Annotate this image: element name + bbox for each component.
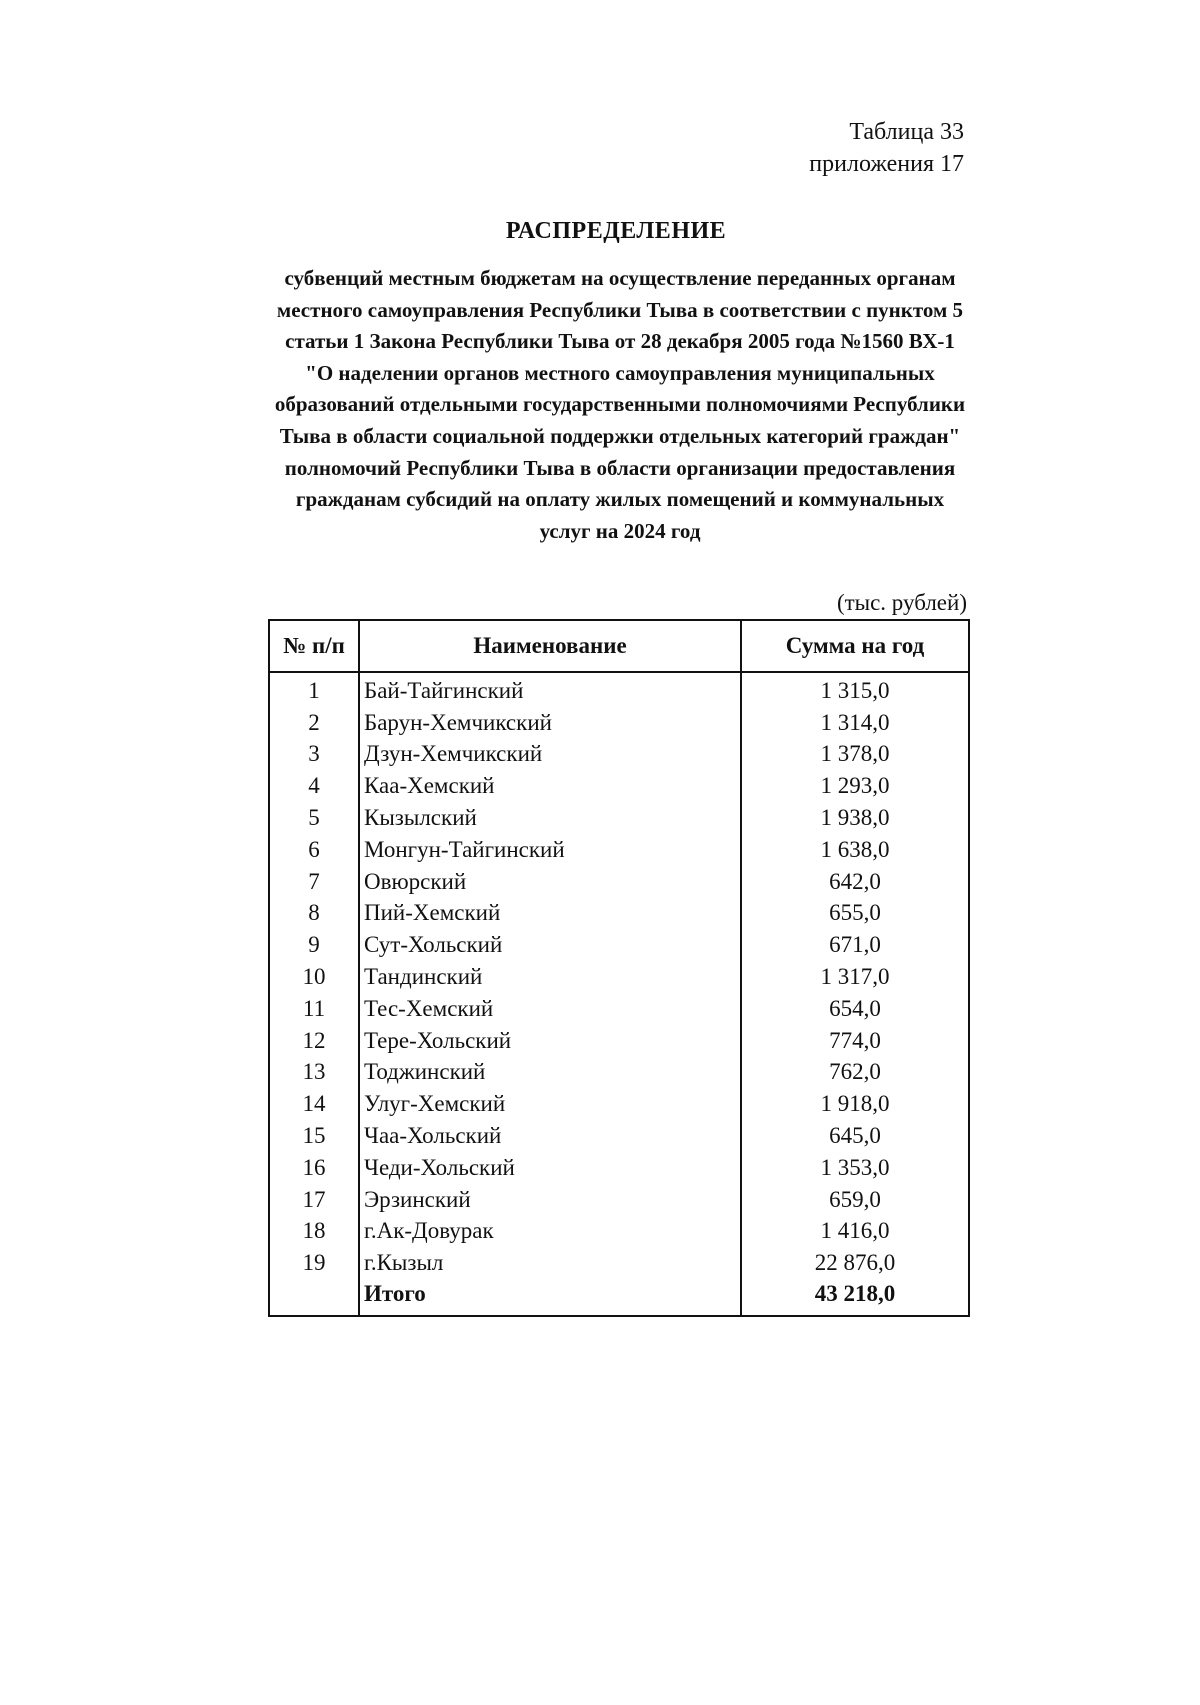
row-sum: 1 353,0	[741, 1152, 969, 1184]
distribution-table	[268, 619, 970, 1317]
row-number: 12	[269, 1025, 359, 1057]
total-label: Итого	[359, 1279, 741, 1316]
row-name: Чаа-Хольский	[359, 1120, 741, 1152]
table-row	[269, 834, 969, 866]
row-name: Пий-Хемский	[359, 898, 741, 930]
table-row	[269, 961, 969, 993]
table-row	[269, 1184, 969, 1216]
table-row	[269, 1088, 969, 1120]
table-body	[269, 672, 969, 1316]
row-name: Эрзинский	[359, 1184, 741, 1216]
row-name: Бай-Тайгинский	[359, 672, 741, 707]
header-name: Наименование	[359, 620, 741, 672]
table-row	[269, 1025, 969, 1057]
header-sum: Сумма на год	[741, 620, 969, 672]
row-name: Тоджинский	[359, 1057, 741, 1089]
row-sum: 22 876,0	[741, 1247, 969, 1279]
row-number: 15	[269, 1120, 359, 1152]
row-name: Сут-Хольский	[359, 929, 741, 961]
row-number: 2	[269, 707, 359, 739]
table-reference	[809, 116, 964, 180]
document-subtitle: субвенций местным бюджетам на осуществление переданных органам местного самоуправления Республики Тыва в соответствии с пунктом 5 статьи 1 Закона Республики Тыва от 28 декабря 2005 года №1560 ВХ-1 "О наделении органов местного самоуправления муниципальных образований отдельными государственными полномочиями Республики Тыва в области социальной поддержки отдельных категорий граждан" полномочий Республики Тыва в области организации предоставления гражданам субсидий на оплату жилых помещений и коммунальных услуг на 2024 год	[274, 266, 966, 543]
row-sum: 1 317,0	[741, 961, 969, 993]
row-name: Дзун-Хемчикский	[359, 739, 741, 771]
table-row	[269, 993, 969, 1025]
row-name: Каа-Хемский	[359, 770, 741, 802]
row-sum: 659,0	[741, 1184, 969, 1216]
row-sum: 642,0	[741, 866, 969, 898]
row-number: 19	[269, 1247, 359, 1279]
table-row	[269, 1247, 969, 1279]
table-row	[269, 1152, 969, 1184]
row-name: Монгун-Тайгинский	[359, 834, 741, 866]
total-sum: 43 218,0	[741, 1279, 969, 1316]
row-sum: 1 293,0	[741, 770, 969, 802]
row-name: Тере-Хольский	[359, 1025, 741, 1057]
row-number: 17	[269, 1184, 359, 1216]
table-header-row	[269, 620, 969, 672]
row-name: Кызылский	[359, 802, 741, 834]
table-total-row	[269, 1279, 969, 1316]
row-number: 18	[269, 1216, 359, 1248]
row-sum: 1 938,0	[741, 802, 969, 834]
row-sum: 1 416,0	[741, 1216, 969, 1248]
row-sum: 1 378,0	[741, 739, 969, 771]
row-number: 4	[269, 770, 359, 802]
row-name: Овюрский	[359, 866, 741, 898]
table-row	[269, 1216, 969, 1248]
row-number: 16	[269, 1152, 359, 1184]
reference-line-1: Таблица 33	[849, 119, 964, 145]
header-num: № п/п	[269, 620, 359, 672]
row-sum: 645,0	[741, 1120, 969, 1152]
row-sum: 1 315,0	[741, 672, 969, 707]
row-name: г.Ак-Довурак	[359, 1216, 741, 1248]
table-row	[269, 1120, 969, 1152]
row-sum: 671,0	[741, 929, 969, 961]
row-name: Тес-Хемский	[359, 993, 741, 1025]
row-number: 5	[269, 802, 359, 834]
table-row	[269, 739, 969, 771]
table-row	[269, 770, 969, 802]
row-number: 3	[269, 739, 359, 771]
row-number: 14	[269, 1088, 359, 1120]
total-num-cell	[269, 1279, 359, 1316]
table-row	[269, 1057, 969, 1089]
document-title: РАСПРЕДЕЛЕНИЕ	[505, 218, 727, 244]
row-sum: 1 314,0	[741, 707, 969, 739]
table-row	[269, 929, 969, 961]
table-row	[269, 707, 969, 739]
row-sum: 1 638,0	[741, 834, 969, 866]
row-number: 8	[269, 898, 359, 930]
units-label: (тыс. рублей)	[836, 590, 967, 615]
row-name: Тандинский	[359, 961, 741, 993]
row-number: 1	[269, 672, 359, 707]
reference-line-2: приложения 17	[809, 151, 964, 177]
row-number: 10	[269, 961, 359, 993]
row-name: г.Кызыл	[359, 1247, 741, 1279]
row-name: Чеди-Хольский	[359, 1152, 741, 1184]
row-sum: 762,0	[741, 1057, 969, 1089]
row-sum: 774,0	[741, 1025, 969, 1057]
row-number: 9	[269, 929, 359, 961]
table-row	[269, 672, 969, 707]
table-row	[269, 802, 969, 834]
row-sum: 655,0	[741, 898, 969, 930]
row-name: Барун-Хемчикский	[359, 707, 741, 739]
row-number: 13	[269, 1057, 359, 1089]
table-row	[269, 898, 969, 930]
row-name: Улуг-Хемский	[359, 1088, 741, 1120]
row-number: 7	[269, 866, 359, 898]
row-number: 6	[269, 834, 359, 866]
row-number: 11	[269, 993, 359, 1025]
table-row	[269, 866, 969, 898]
row-sum: 654,0	[741, 993, 969, 1025]
row-sum: 1 918,0	[741, 1088, 969, 1120]
